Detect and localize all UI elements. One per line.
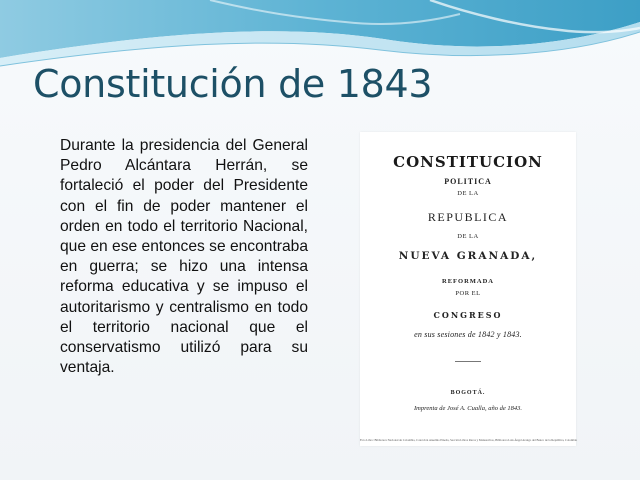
doc-nueva-granada: NUEVA GRANADA, xyxy=(398,250,538,262)
constitution-document-image xyxy=(360,132,576,446)
doc-bogota: BOGOTÁ. xyxy=(450,390,486,396)
doc-photo-credit: Foto Libro: Biblioteca Nacional de Colombia, Colección Anselmo Pineda, Sección Libros Raros y Manuscritos, Biblioteca Luis Ángel Arango del Banco de la República, Colombia xyxy=(360,438,577,442)
slide-body-text: Durante la presidencia del General Pedro Alcántara Herrán, se fortaleció el poder del Presidente con el fin de poder mantener el orden en todo el territorio Nacional, que en ese entonces se encontraba en guerra; se hizo una intensa reforma educativa y se impuso el autoritarismo y centralismo en todo el territorio nacional que el conservatismo utilizó para su ventaja. xyxy=(60,137,308,377)
doc-de-la-second: DE LA xyxy=(457,233,479,240)
doc-sesiones: en sus sesiones de 1842 y 1843. xyxy=(414,330,522,339)
doc-reformada: REFORMADA xyxy=(442,278,494,285)
doc-heading: CONSTITUCION xyxy=(393,153,543,171)
slide-title: Constitución de 1843 xyxy=(33,62,433,106)
doc-por-el: POR EL xyxy=(455,290,481,297)
doc-congreso: CONGRESO xyxy=(433,310,503,320)
doc-imprenta: Imprenta de José A. Cualla, año de 1843. xyxy=(414,405,522,412)
doc-divider xyxy=(455,361,481,362)
doc-republica: REPUBLICA xyxy=(427,210,509,224)
doc-de-la: DE LA xyxy=(457,190,479,197)
doc-politica: POLITICA xyxy=(444,177,492,186)
